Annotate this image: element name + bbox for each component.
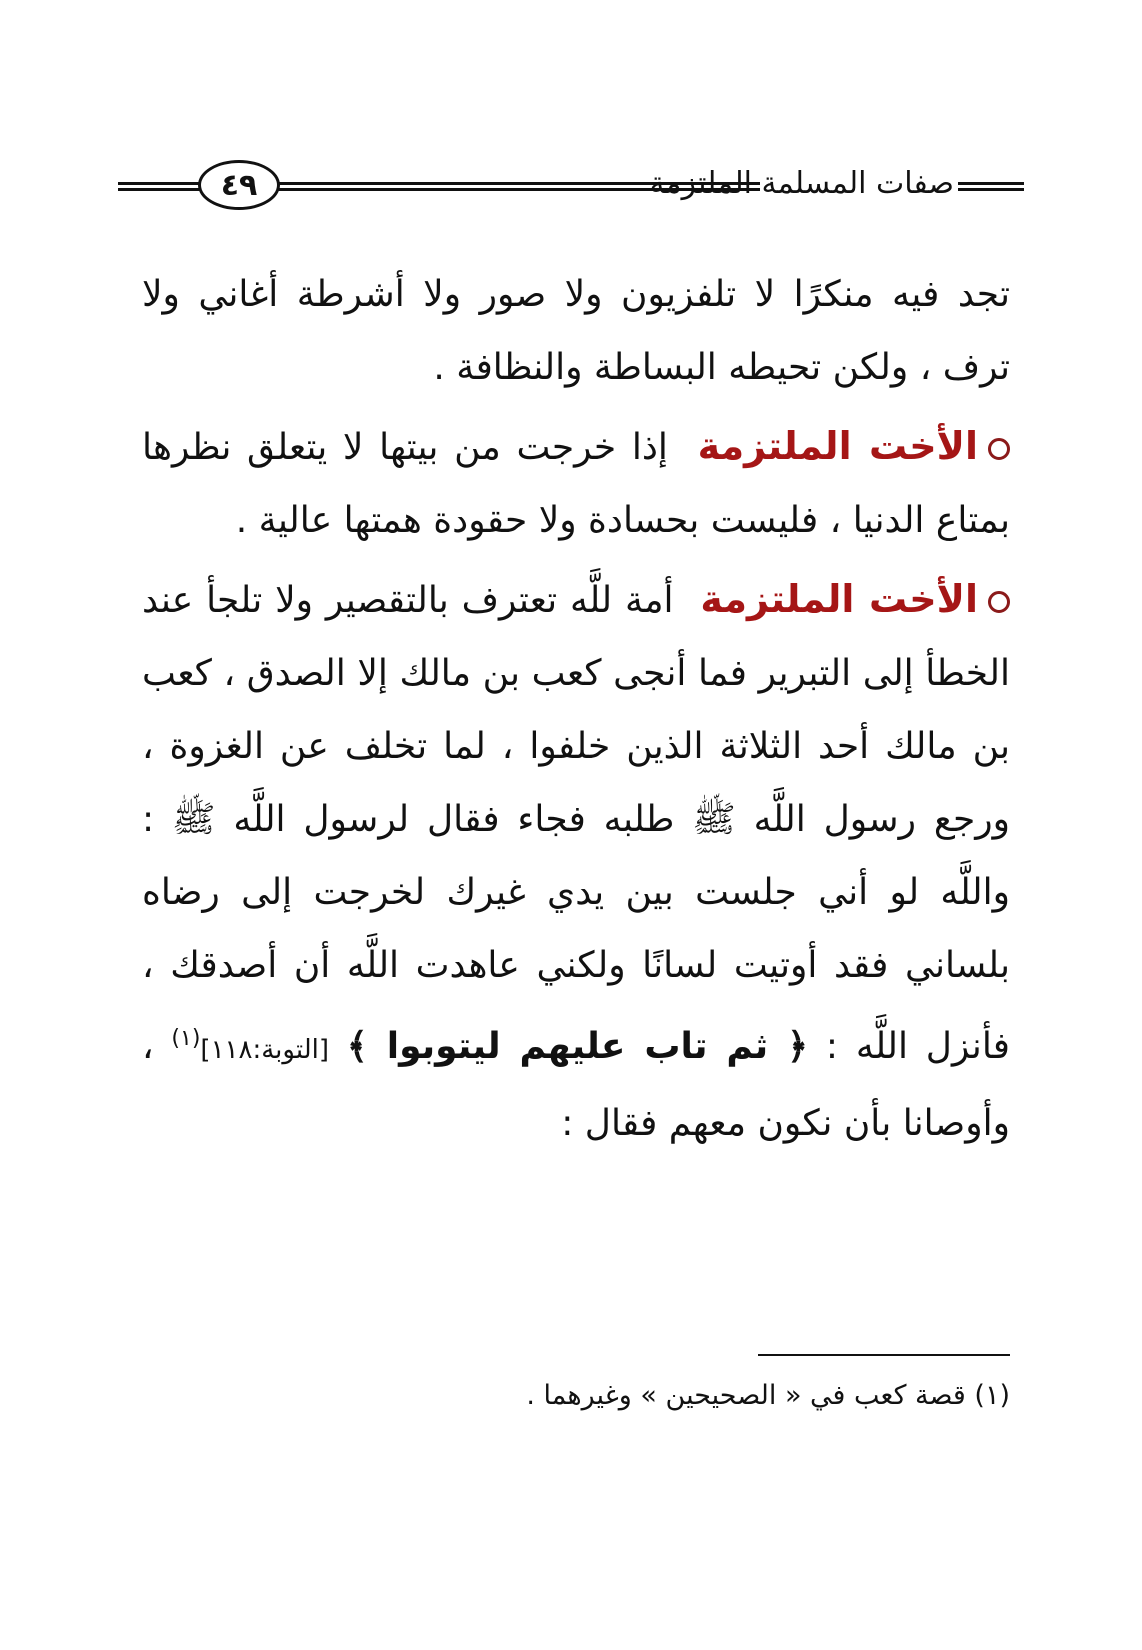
footnote: (١) قصة كعب في « الصحيحين » وغيرهما . bbox=[526, 1380, 1010, 1411]
verse-reference: [التوبة:١١٨] bbox=[200, 1035, 329, 1065]
bullet-circle-icon bbox=[988, 591, 1010, 613]
paragraph-2 bbox=[142, 410, 1010, 557]
footnote-separator bbox=[758, 1354, 1010, 1356]
quran-verse: ﴿ ثم تاب عليهم ليتوبوا ﴾ bbox=[346, 1026, 809, 1067]
header-rule-right bbox=[958, 182, 1024, 185]
paragraph-3-text: أمة للَّه تعترف بالتقصير ولا تلجأ عند الخطأ إلى التبرير فما أنجى كعب بن مالك إلا الصدق ، كعب بن مالك أحد الثلاثة الذين خلفوا ، لما تخلف عن الغزوة ، ورجع رسول اللَّه ﷺ طلبه فجاء فقال لرسول اللَّه ﷺ : واللَّه لو أني جلست بين يدي غيرك لخرجت إلى رضاه بلساني فقد أوتيت لسانًا ولكني عاهدت اللَّه أن أصدقك ، فأنزل اللَّه : bbox=[142, 580, 1011, 1067]
paragraph-2-text: إذا خرجت من بيتها لا يتعلق نظرها بمتاع الدنيا ، فليست بحسادة ولا حقودة همتها عالية . bbox=[142, 427, 1010, 541]
running-header bbox=[118, 160, 1024, 218]
section-heading: الأخت الملتزمة bbox=[697, 424, 978, 468]
main-text bbox=[142, 258, 1010, 1166]
section-heading: الأخت الملتزمة bbox=[700, 577, 978, 621]
footnote-marker: (١) bbox=[171, 1026, 201, 1051]
paragraph-3 bbox=[142, 563, 1010, 1160]
paragraph-1: تجد فيه منكرًا لا تلفزيون ولا صور ولا أشرطة أغاني ولا ترف ، ولكن تحيطه البساطة والنظافة . bbox=[142, 274, 1010, 388]
page-number: ٤٩ bbox=[198, 160, 280, 210]
header-rule-left bbox=[118, 182, 202, 185]
paragraph-3-end: ، وأوصانا بأن نكون معهم فقال : bbox=[142, 1026, 1010, 1144]
book-title: صفات المسلمة الملتزمة bbox=[649, 166, 954, 201]
bullet-circle-icon bbox=[988, 438, 1010, 460]
